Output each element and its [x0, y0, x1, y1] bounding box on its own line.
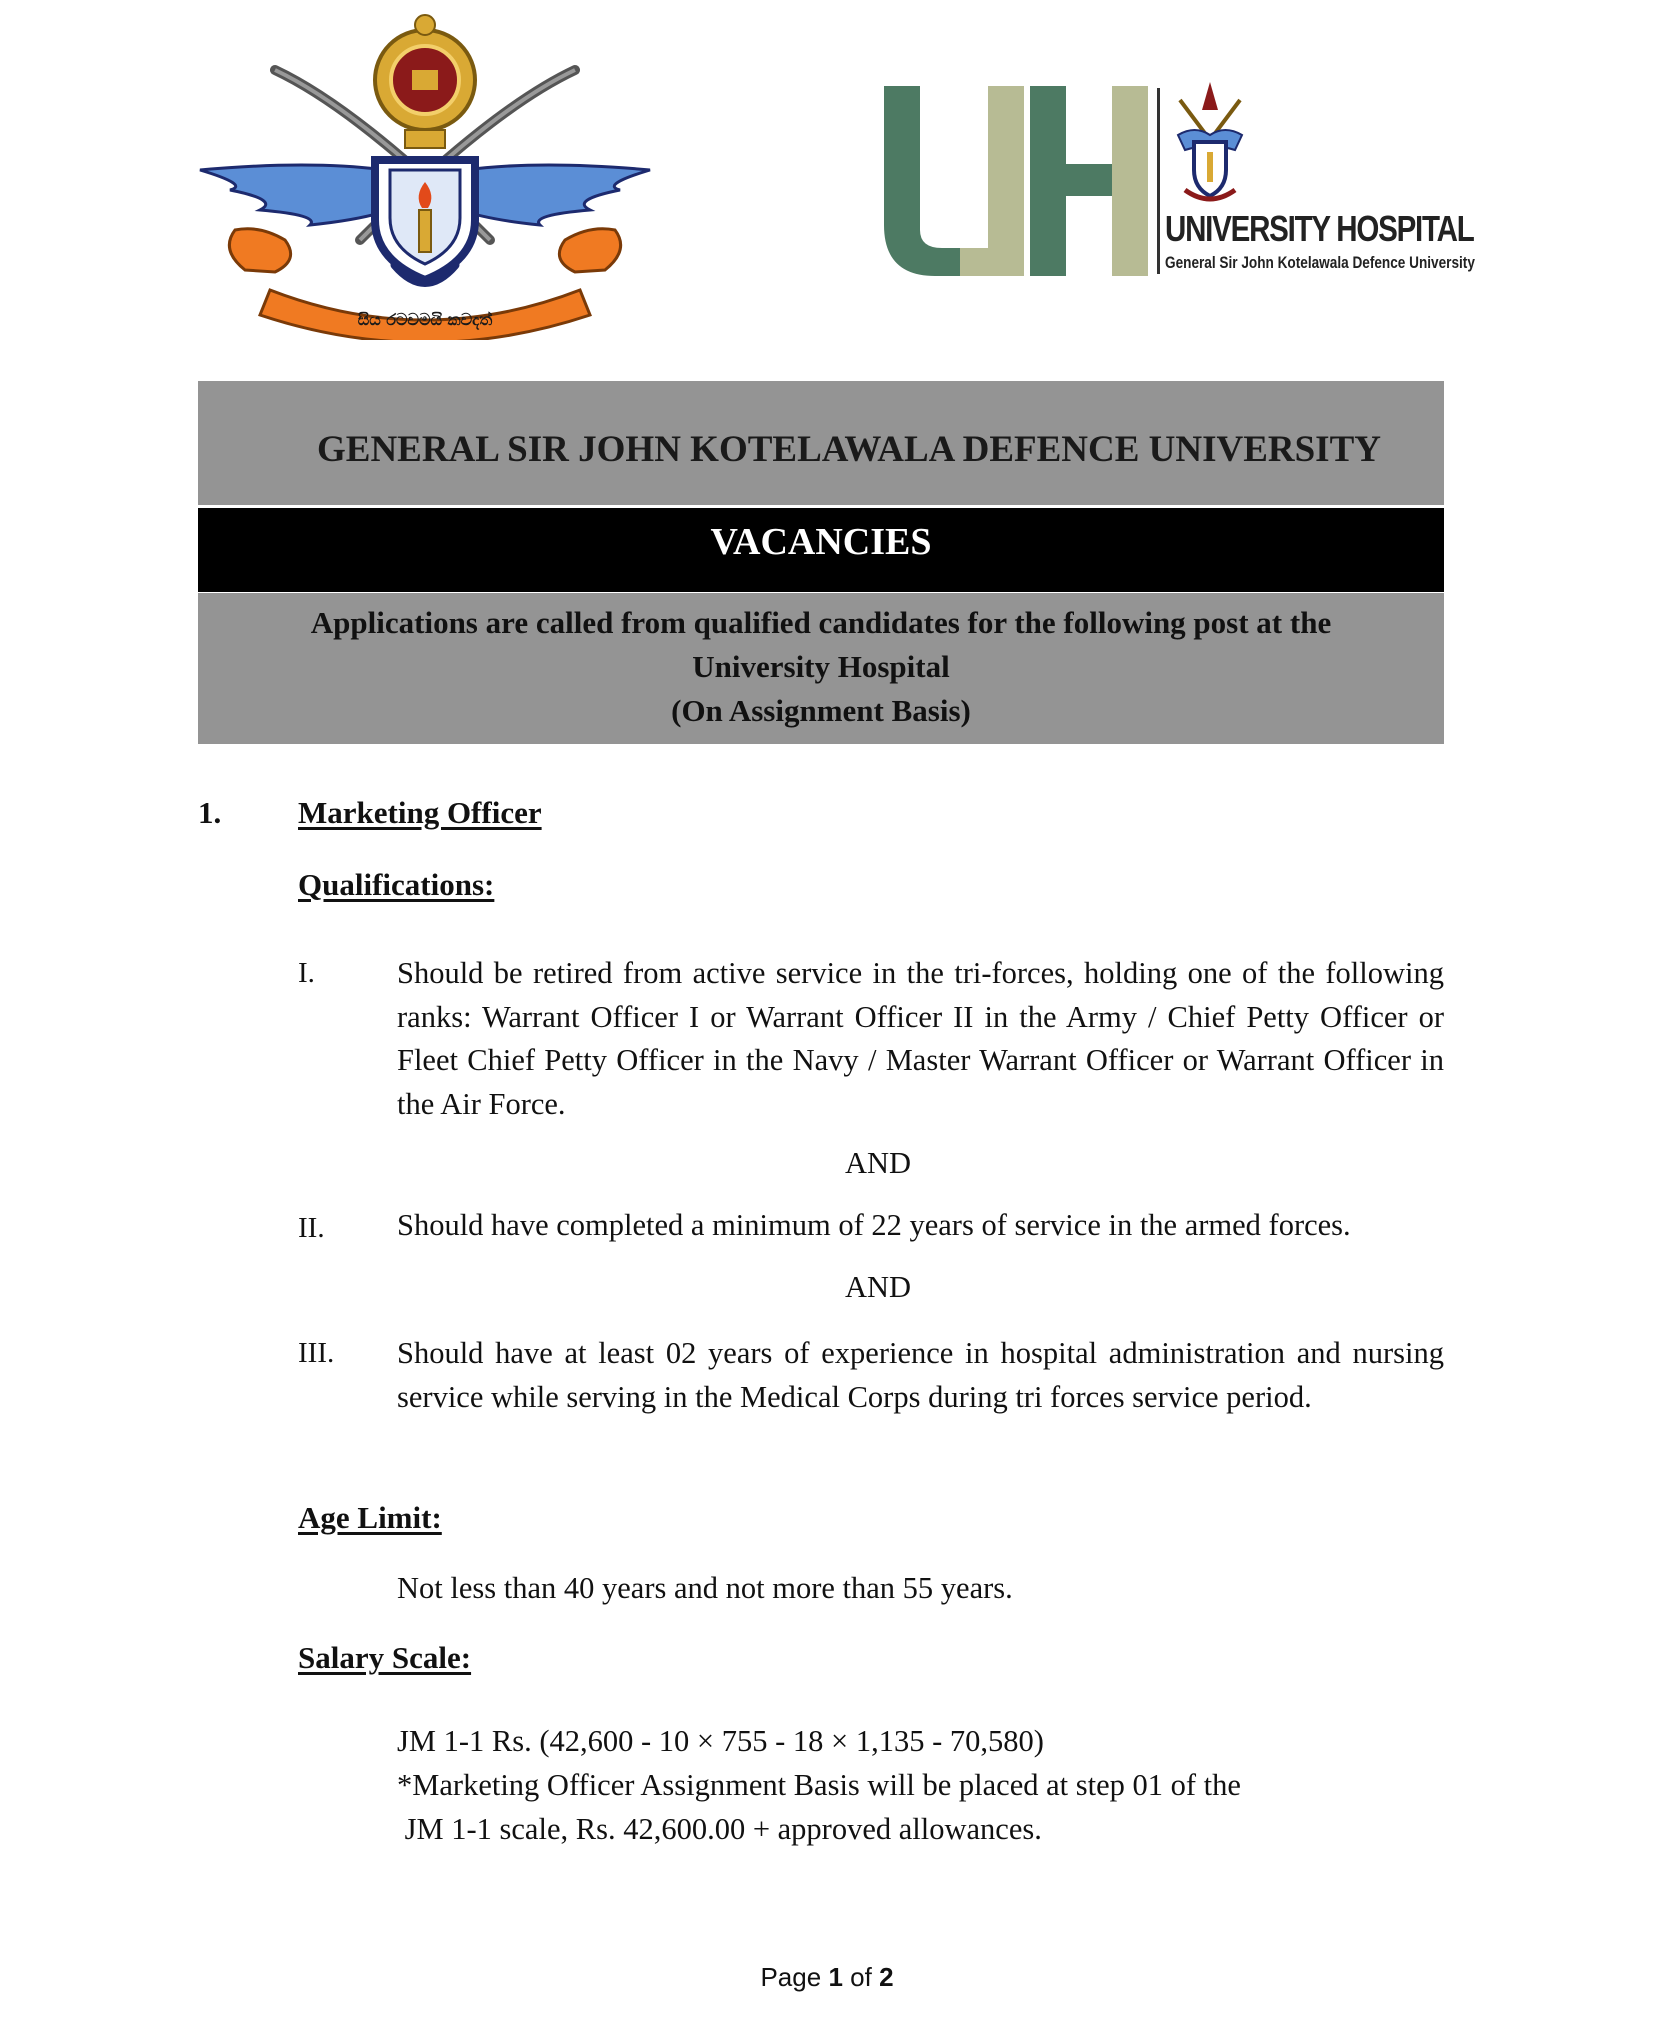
salary-note-line: *Marketing Officer Assignment Basis will be placed at step 01 of the	[397, 1768, 1241, 1802]
salary-scale-heading: Salary Scale:	[298, 1640, 472, 1675]
of-word: of	[850, 1962, 872, 1992]
qualification-numeral: I.	[298, 957, 315, 989]
uh-monogram-logo	[880, 80, 1150, 280]
kdu-crest-logo	[190, 10, 660, 340]
post-number: 1.	[198, 795, 222, 830]
page-word: Page	[760, 1962, 822, 1992]
page-total: 2	[879, 1962, 894, 1992]
university-name: GENERAL SIR JOHN KOTELAWALA DEFENCE UNIVERSITY	[317, 429, 1381, 470]
and-connector: AND	[845, 1146, 912, 1180]
intro-line-2: University Hospital	[692, 649, 950, 684]
qualifications-heading: Qualifications:	[298, 867, 495, 902]
qualification-text: Should be retired from active service in the tri-forces, holding one of the following ranks: Warrant Officer I or Warrant Officer II in the Army / Chief Petty Officer or Fleet Chief Petty Officer in the Navy / Master Warrant Officer or Warrant Officer in the Air Force.	[397, 956, 1444, 1122]
qualification-text: Should have at least 02 years of experience in hospital administration and nursing service while serving in the Medical Corps during tri forces service period.	[397, 1336, 1444, 1414]
qualification-text: Should have completed a minimum of 22 years of service in the armed forces.	[397, 1208, 1351, 1242]
salary-note-line: JM 1-1 scale, Rs. 42,600.00 + approved allowances.	[397, 1812, 1042, 1846]
qualification-numeral: III.	[298, 1337, 335, 1369]
uh-subtitle-text: General Sir John Kotelawala Defence University	[1165, 253, 1475, 272]
qualification-numeral: II.	[298, 1212, 325, 1244]
page-footer	[0, 1962, 1654, 1993]
uh-emblem-icon	[1170, 80, 1250, 210]
and-connector: AND	[845, 1270, 912, 1304]
intro-line-1: Applications are called from qualified candidates for the following post at the	[310, 605, 1332, 640]
uh-name-text: UNIVERSITY HOSPITAL	[1165, 208, 1474, 249]
salary-scale-line: JM 1-1 Rs. (42,600 - 10 × 755 - 18 × 1,135 - 70,580)	[397, 1724, 1044, 1758]
intro-line-3: (On Assignment Basis)	[671, 693, 971, 728]
post-title: Marketing Officer	[298, 795, 542, 830]
vacancies-title: VACANCIES	[710, 521, 932, 563]
page-current: 1	[828, 1962, 843, 1992]
age-limit-heading: Age Limit:	[298, 1500, 442, 1535]
age-limit-text: Not less than 40 years and not more than 55 years.	[397, 1571, 1013, 1605]
crest-motto: සිය රටවමයි කවදත්	[357, 310, 493, 329]
uh-logo-divider	[1157, 88, 1160, 274]
